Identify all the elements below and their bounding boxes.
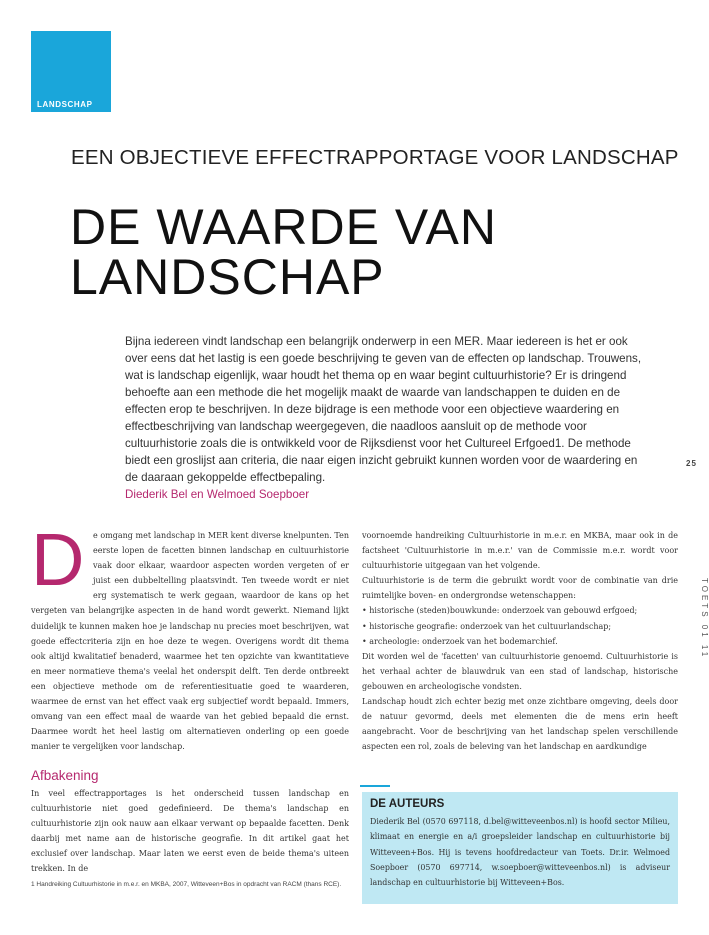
author-box-title: DE AUTEURS <box>370 798 445 810</box>
right-column-paragraph-3: Dit worden wel de 'facetten' van cultuurhistorie genoemd. Cultuurhistorie is het verhaal achter de blauwdruk van een stad of landschap, historische gebouwen en archeologische vondsten. <box>362 651 678 691</box>
list-item: • historische geografie: onderzoek van het cultuurlandschap; <box>362 619 678 634</box>
left-column-continued <box>31 786 349 877</box>
left-column <box>31 518 349 754</box>
section-tag-block <box>31 31 111 112</box>
section-heading-afbakening: Afbakening <box>31 768 99 783</box>
intro-paragraph <box>125 333 653 503</box>
list-item: • archeologie: onderzoek van het bodemarchief. <box>362 634 678 649</box>
drop-cap: D <box>31 518 85 601</box>
author-box-accent <box>360 785 390 787</box>
right-column-paragraph-4: Landschap houdt zich echter bezig met onze zichtbare omgeving, deels door de natuur gevormd, deels met elementen die de mens erin heeft aangebracht. Voor de beschrijving van het landschap spelen verschillende aspecten een rol, zoals de beleving van het landschap en aardkundige <box>362 697 678 752</box>
title-line-1: DE WAARDE VAN <box>70 199 497 255</box>
page-number: 25 <box>686 459 697 468</box>
authors-byline: Diederik Bel en Welmoed Soepboer <box>125 488 310 501</box>
facets-list <box>362 603 678 648</box>
title-line-2: LANDSCHAP <box>70 249 385 305</box>
intro-text: Bijna iedereen vindt landschap een belangrijk onderwerp in een MER. Maar iedereen is het er ook over eens dat het lastig is een goede beschrijving te geven van de effecten op landschap. Trouwens, wat is landschap eigenlijk, waar houdt het thema op en waar begint cultuurhistorie? Er is dringend behoefte aan een methode die het mogelijk maakt de waarde van landschappen te duiden en de effecten erop te beschrijven. In deze bijdrage is een methode voor een objectieve waardering en effectbeschrijving van landschap weergegeven, die naadloos aansluit op de methode voor cultuurhistorie zoals die is ontwikkeld voor de Rijksdienst voor het Cultureel Erfgoed1. De methode biedt een groslijst aan criteria, die naar eigen inzicht gebruikt kunnen worden voor de waardering en de daaraan gekoppelde effectbepaling. <box>125 335 642 484</box>
article-title <box>70 199 670 305</box>
author-box <box>362 792 678 904</box>
section-tag: LANDSCHAP <box>37 100 93 109</box>
journal-side-label: TOETS 01 11 <box>700 578 709 660</box>
right-column-paragraph-2: Cultuurhistorie is de term die gebruikt wordt voor de combinatie van drie ruimtelijke boven- en ondergrondse wetenschappen: <box>362 576 678 601</box>
kicker-heading: EEN OBJECTIEVE EFFECTRAPPORTAGE VOOR LANDSCHAP <box>71 146 679 169</box>
list-item: • historische (steden)bouwkunde: onderzoek van gebouwd erfgoed; <box>362 603 678 618</box>
footnote: 1 Handreiking Cultuurhistorie in m.e.r. en MKBA, 2007, Witteveen+Bos in opdracht van RACM (thans RCE). <box>31 881 342 888</box>
author-box-text: Diederik Bel (0570 697118, d.bel@witteveenbos.nl) is hoofd sector Milieu, klimaat en energie en a/i groepsleider landschap en cultuurhistorie bij Witteveen+Bos. Hij is tevens hoofdredacteur van Toets. Dr.ir. Welmoed Soepboer (0570 697714, w.soepboer@witteveenbos.nl) is adviseur landschap en cultuurhistorie bij Witteveen+Bos. <box>370 817 670 888</box>
left-column-paragraph-1: e omgang met landschap in MER kent diverse knelpunten. Ten eerste lopen de facetten binnen landschap en cultuurhistorie vaak door elkaar, waardoor aspecten worden vergeten of er juist een dubbeltelling plaatsvindt. Ten tweede wordt er niet erg systematisch te werk gegaan, waardoor de kans op het vergeten van belangrijke aspecten in de hand wordt gewerkt. Niemand lijkt duidelijk te kunnen maken hoe je landschap nu precies moet beschrijven, wat goede effectcriteria zijn en hoe deze te wegen. Overigens wordt dit thema ook altijd kwalitatief benaderd, waarmee het ten opzichte van kwantitatieve en meer normatieve thema's veelal het onderspit delft. Ten derde ontbreekt een objectieve methode om de referentiesituatie goed te waarderen, waarmee de ernst van het effect vaak erg subjectief wordt bepaald. Immers, omvang van een effect maal de waarde van het gebied bepaald die ernst. Daarmee wordt het heel lastig om alternatieven onderling op een goede manier te vergelijken voor landschap. <box>31 531 349 752</box>
right-column-paragraph-1: voornoemde handreiking Cultuurhistorie in m.e.r. en MKBA, maar ook in de factsheet 'Cultuurhistorie in m.e.r.' van de Commissie m.e.r. wordt voor cultuurhistorie uitgegaan van het volgende. <box>362 531 678 571</box>
right-column <box>362 528 678 754</box>
left-column-paragraph-2: In veel effectrapportages is het onderscheid tussen landschap en cultuurhistorie niet goed gedefinieerd. De thema's landschap en cultuurhistorie zijn ook nauw aan elkaar verwant op bepaalde facetten. Denk daarbij met name aan de historische geografie. In dit artikel gaat het exclusief over landschap. Maar laten we eerst even de beide thema's uiteen trekken. In de <box>31 789 349 874</box>
